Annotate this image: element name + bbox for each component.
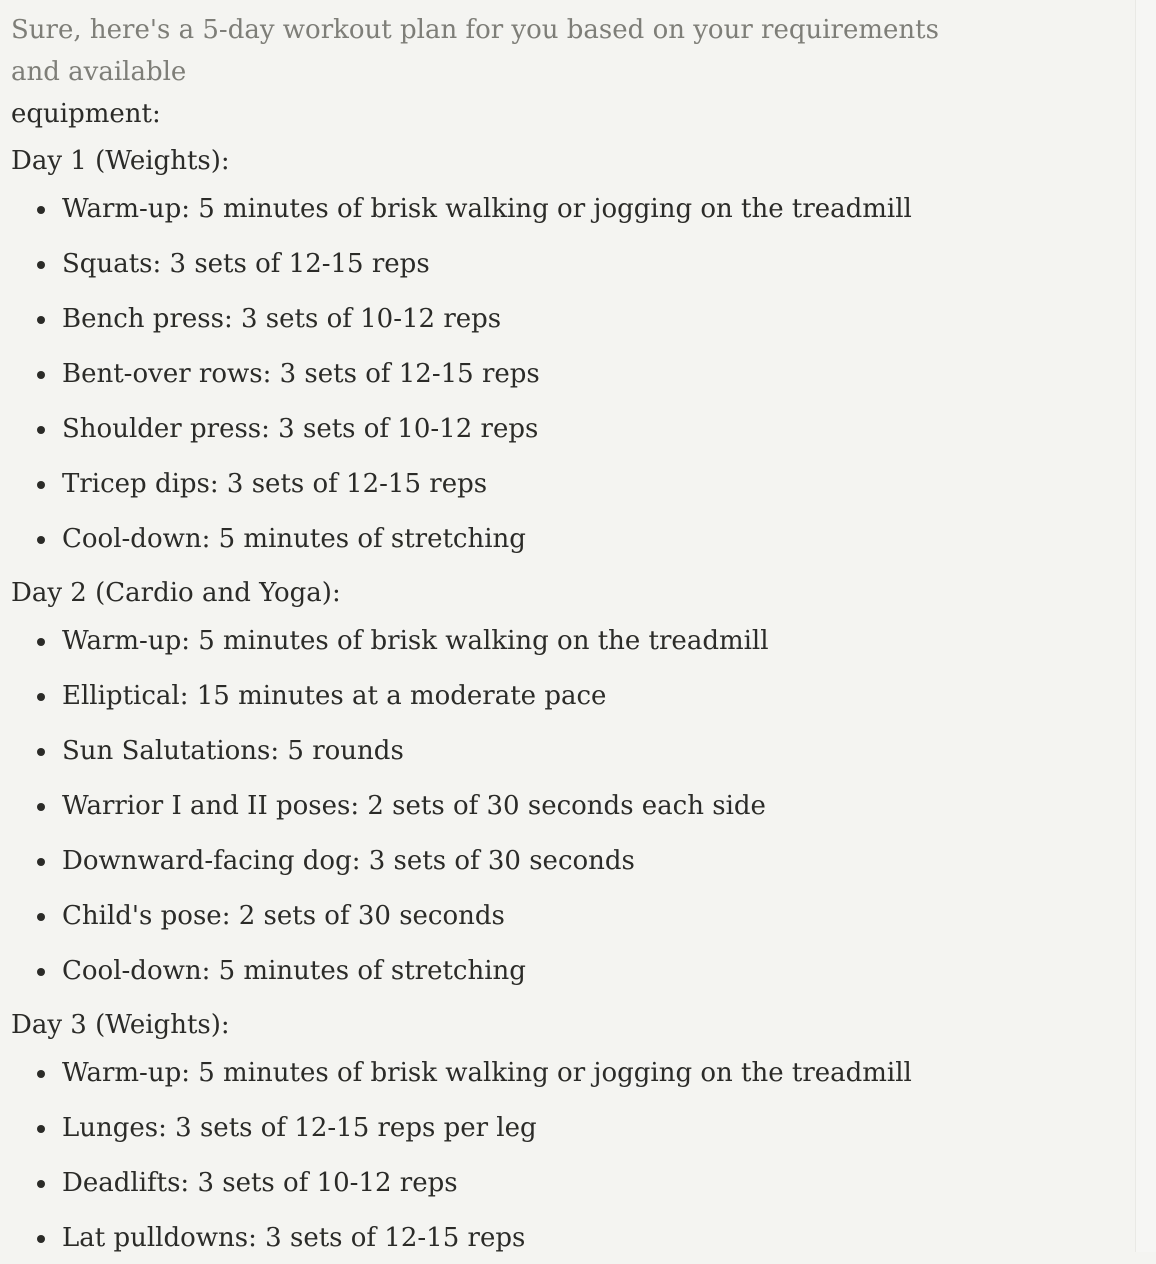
list-item bbox=[11, 678, 1121, 733]
bullet-icon bbox=[37, 748, 45, 756]
list-item bbox=[11, 356, 1121, 411]
bullet-icon bbox=[37, 1070, 45, 1078]
day-2-heading: Day 2 (Cardio and Yoga): bbox=[11, 578, 341, 608]
list-item bbox=[11, 623, 1121, 678]
list-item bbox=[11, 843, 1121, 898]
list-item-text: Bench press: 3 sets of 10-12 reps bbox=[62, 304, 502, 334]
intro-faded-text: Sure, here's a 5-day workout plan for you based on your requirements and available bbox=[11, 15, 939, 87]
day-1-heading: Day 1 (Weights): bbox=[11, 146, 230, 176]
day-2-list bbox=[11, 623, 1121, 997]
list-item-text: Cool-down: 5 minutes of stretching bbox=[62, 524, 526, 554]
bullet-icon bbox=[37, 206, 45, 214]
intro-text: equipment: bbox=[11, 99, 161, 129]
list-item-text: Cool-down: 5 minutes of stretching bbox=[62, 956, 526, 986]
day-1-section bbox=[11, 145, 1121, 565]
list-item-text: Tricep dips: 3 sets of 12-15 reps bbox=[62, 469, 488, 499]
bullet-icon bbox=[37, 1125, 45, 1133]
list-item-text: Warm-up: 5 minutes of brisk walking or jogging on the treadmill bbox=[62, 194, 912, 224]
bullet-icon bbox=[37, 968, 45, 976]
list-item bbox=[11, 953, 1121, 997]
list-item-text: Downward-facing dog: 3 sets of 30 seconds bbox=[62, 846, 635, 876]
day-3-heading: Day 3 (Weights): bbox=[11, 1010, 230, 1040]
list-item-text: Sun Salutations: 5 rounds bbox=[62, 736, 404, 766]
list-item-text: Lunges: 3 sets of 12-15 reps per leg bbox=[62, 1113, 537, 1143]
bullet-icon bbox=[37, 858, 45, 866]
day-3-list bbox=[11, 1055, 1121, 1264]
list-item bbox=[11, 788, 1121, 843]
list-item-text: Bent-over rows: 3 sets of 12-15 reps bbox=[62, 359, 540, 389]
scrollbar-track[interactable] bbox=[1135, 0, 1156, 1252]
list-item bbox=[11, 191, 1121, 246]
list-item-text: Warm-up: 5 minutes of brisk walking on the treadmill bbox=[62, 626, 769, 656]
list-item-text: Deadlifts: 3 sets of 10-12 reps bbox=[62, 1168, 458, 1198]
bullet-icon bbox=[37, 481, 45, 489]
list-item bbox=[11, 521, 1121, 565]
bullet-icon bbox=[37, 638, 45, 646]
bullet-icon bbox=[37, 693, 45, 701]
list-item bbox=[11, 898, 1121, 953]
list-item-text: Lat pulldowns: 3 sets of 12-15 reps bbox=[62, 1223, 526, 1253]
list-item bbox=[11, 1220, 1121, 1264]
list-item bbox=[11, 466, 1121, 521]
list-item-text: Shoulder press: 3 sets of 10-12 reps bbox=[62, 414, 539, 444]
bullet-icon bbox=[37, 913, 45, 921]
chat-response bbox=[11, 0, 1121, 1264]
intro-paragraph bbox=[11, 0, 991, 135]
list-item-text: Warrior I and II poses: 2 sets of 30 seconds each side bbox=[62, 791, 766, 821]
bullet-icon bbox=[37, 261, 45, 269]
list-item bbox=[11, 733, 1121, 788]
bullet-icon bbox=[37, 1235, 45, 1243]
list-item-text: Child's pose: 2 sets of 30 seconds bbox=[62, 901, 505, 931]
bullet-icon bbox=[37, 1180, 45, 1188]
list-item bbox=[11, 246, 1121, 301]
day-1-list bbox=[11, 191, 1121, 565]
bullet-icon bbox=[37, 803, 45, 811]
list-item-text: Elliptical: 15 minutes at a moderate pace bbox=[62, 681, 607, 711]
list-item bbox=[11, 301, 1121, 356]
list-item bbox=[11, 1055, 1121, 1110]
bullet-icon bbox=[37, 536, 45, 544]
list-item-text: Warm-up: 5 minutes of brisk walking or jogging on the treadmill bbox=[62, 1058, 912, 1088]
list-item bbox=[11, 1110, 1121, 1165]
bullet-icon bbox=[37, 316, 45, 324]
bullet-icon bbox=[37, 371, 45, 379]
list-item bbox=[11, 1165, 1121, 1220]
day-3-section bbox=[11, 1009, 1121, 1264]
bullet-icon bbox=[37, 426, 45, 434]
list-item-text: Squats: 3 sets of 12-15 reps bbox=[62, 249, 430, 279]
day-2-section bbox=[11, 577, 1121, 997]
list-item bbox=[11, 411, 1121, 466]
